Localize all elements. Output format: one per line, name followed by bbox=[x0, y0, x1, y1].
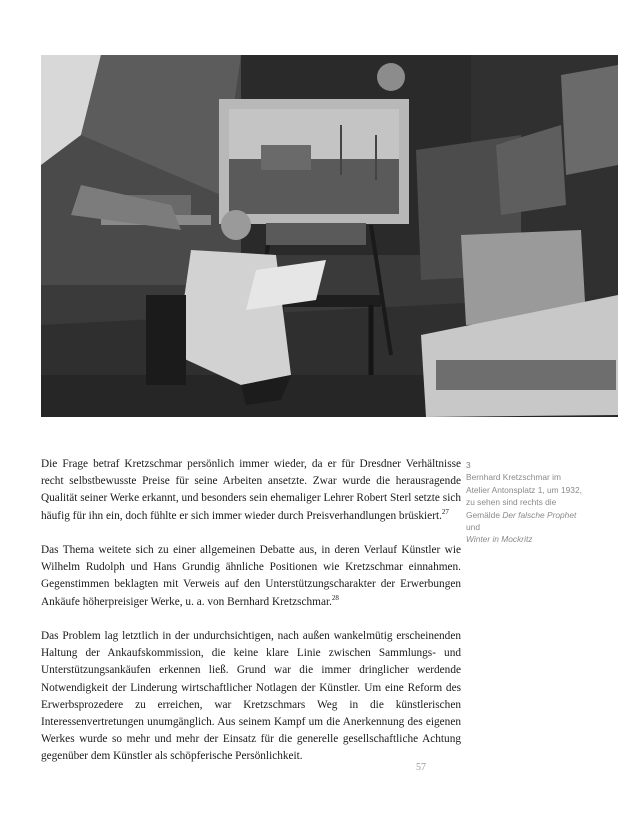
figure-number: 3 bbox=[466, 460, 471, 470]
figure-caption bbox=[466, 459, 586, 546]
paragraph-text: Das Problem lag letztlich in der undurchsichtigen, nach außen wankelmütig erscheinenden Haltung der Ankaufskommission, die keine klare Linie zwischen Sammlungs- und Unterstützungsankäufen erkennen ließ. Grund war die immer dringlicher werdende Notwendigkeit der Linderung wirtschaftlicher Notlagen der Künstler. Um eine Reform des Erwerbsprozedere zu erreichen, war Kretzschmars Weg in die künstlerischen Interessenvertretungen unumgänglich. Aus seinem Kampf um die Anerkennung des eigenen Werkes wurde so mehr und mehr der Einsatz für die generelle gesellschaftliche Achtung gegenüber dem Künstler als schöpferische Persönlichkeit. bbox=[41, 630, 461, 763]
footnote-reference[interactable]: 27 bbox=[441, 507, 449, 516]
footnote-reference[interactable]: 28 bbox=[331, 593, 339, 602]
paragraph bbox=[41, 542, 461, 611]
caption-text: Bernhard Kretzschmar im Atelier Antonsplatz 1, um 1932, zu sehen sind rechts die Gemälde bbox=[466, 472, 582, 520]
caption-work-title: Winter in Mockritz bbox=[466, 534, 533, 545]
paragraph bbox=[41, 456, 461, 525]
caption-work-title: Der falsche Prophet bbox=[502, 509, 577, 520]
photo-illustration bbox=[41, 55, 618, 417]
paragraph-text: Die Frage betraf Kretzschmar persönlich immer wieder, da er für Dresdner Verhältnisse recht selbstbewusste Preise für seine Arbeiten ansetzte. Zwar wurde die herausragende Qualität seiner Werke erkannt, und besonders sein ehemaliger Lehrer Robert Sterl setzte sich häufig für ihn ein, doch fühlte er sich immer wieder durch Preisverhandlungen brüskiert. bbox=[41, 458, 461, 522]
atelier-photograph bbox=[41, 55, 618, 417]
body-text bbox=[41, 456, 461, 783]
paragraph-text: Das Thema weitete sich zu einer allgemeinen Debatte aus, in deren Verlauf Künstler wie Wilhelm Rudolph und Hans Grundig ähnliche Positionen wie Kretzschmar einnahmen. Gegenstimmen beklagten mit Verweis auf den Unterstützungscharakter der Erwerbungen Ankäufe höherpreisiger Werke, u. a. von Bernhard Kretzschmar. bbox=[41, 544, 461, 608]
caption-conjunction: und bbox=[466, 522, 480, 533]
page-number: 57 bbox=[416, 762, 426, 773]
paragraph bbox=[41, 628, 461, 766]
